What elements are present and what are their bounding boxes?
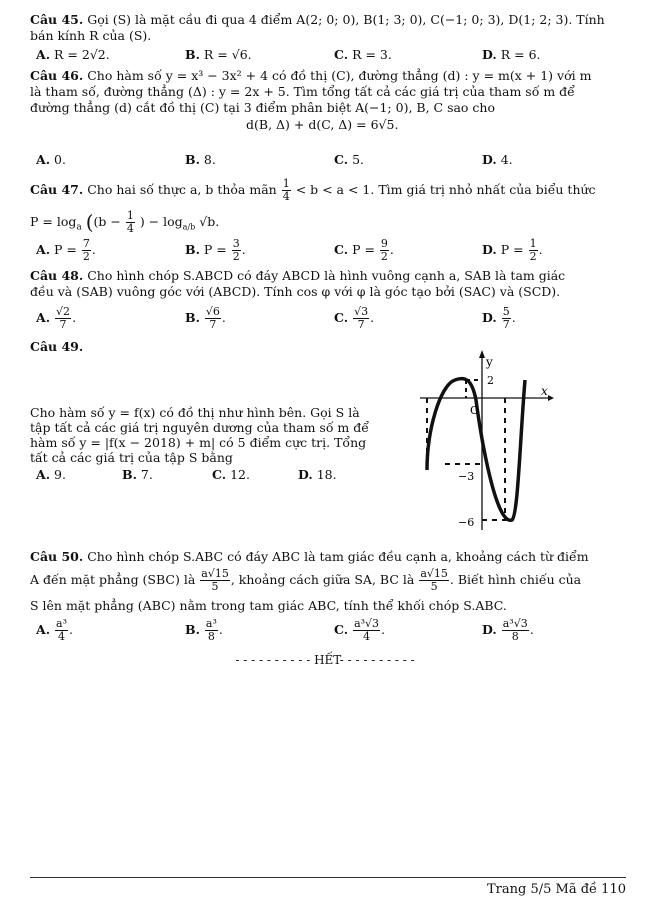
q47-option-b: B. P = $\frac{3}{2}$ . xyxy=(185,237,246,263)
tick-label-minus6: −6 xyxy=(458,516,475,529)
x-axis-arrow-icon xyxy=(548,395,554,401)
q45-option-c: C. R = 3. xyxy=(334,47,392,62)
q50-option-a: A. $\frac{\text{a³}}{4}$ . xyxy=(36,617,73,643)
q49-option-b: B. 7. xyxy=(122,467,153,482)
q50-fraction-1: $\frac{a√15}{5}$ xyxy=(201,567,229,593)
q48-option-d: D. $\frac{5}{7}$ . xyxy=(482,305,516,331)
q45-line2: bán kính R của (S). xyxy=(30,28,152,43)
q46-line1 xyxy=(30,68,591,83)
q49-line3: hàm số y = |f(x − 2018) + m| có 5 điểm cực trị. Tổng xyxy=(30,435,367,450)
q46-text1: Cho hàm số y = x³ − 3x² + 4 có đồ thị (C), đường thẳng (d) : y = m(x + 1) với m xyxy=(87,68,592,83)
q47-option-a: A. P = $\frac{7}{2}$ . xyxy=(36,237,96,263)
q50-line2: A đến mặt phẳng (SBC) là $\frac{a√15}{5}$ , khoảng cách giữa SA, BC là $\frac{a√15}{5}$ . Biết hình chiếu của xyxy=(30,567,582,593)
q47-number: Câu 47. xyxy=(30,182,84,197)
footer-divider xyxy=(30,877,626,878)
q49-option-d: D. 18. xyxy=(298,467,337,482)
q49-function-graph xyxy=(400,340,600,540)
y-axis-label: y xyxy=(486,355,493,369)
q48-number: Câu 48. xyxy=(30,268,84,283)
q47-fraction: $\frac{1}{4}$ xyxy=(282,177,290,203)
q46-line3: đường thẳng (d) cắt đồ thị (C) tại 3 điểm phân biệt A(−1; 0), B, C sao cho xyxy=(30,100,496,115)
q50-option-d: D. $\frac{\text{a³√3}}{8}$ . xyxy=(482,617,534,643)
q45-option-b: B. R = √6. xyxy=(185,47,252,62)
q46-formula: d(B, Δ) + d(C, Δ) = 6√5. xyxy=(246,117,399,132)
tick-label-2: 2 xyxy=(487,374,494,387)
q47-option-d: D. P = $\frac{1}{2}$ . xyxy=(482,237,543,263)
q50-line3: S lên mặt phẳng (ABC) nằm trong tam giác ABC, tính thể khối chóp S.ABC. xyxy=(30,598,507,613)
q46-option-d: D. 4. xyxy=(482,152,513,167)
q50-number: Câu 50. xyxy=(30,549,84,564)
q50-option-c: C. $\frac{\text{a³√3}}{4}$ . xyxy=(334,617,386,643)
q46-number: Câu 46. xyxy=(30,68,84,83)
page-footer: Trang 5/5 Mã đề 110 xyxy=(487,882,626,897)
q49-option-a: A. 9. xyxy=(36,467,66,482)
q49-option-c: C. 12. xyxy=(212,467,250,482)
q48-option-b: B. $\frac{√6}{7}$ . xyxy=(185,305,226,331)
q48-line1: Câu 48. Cho hình chóp S.ABCD có đáy ABCD là hình vuông cạnh a, SAB là tam giác xyxy=(30,268,566,283)
q45-option-d: D. R = 6. xyxy=(482,47,541,62)
q50-line1: Câu 50. Cho hình chóp S.ABC có đáy ABC là tam giác đều cạnh a, khoảng cách từ điểm xyxy=(30,549,589,564)
q49-line2: tập tất cả các giá trị nguyên dương của tham số m để xyxy=(30,420,369,435)
q50-option-b: B. $\frac{\text{a³}}{8}$ . xyxy=(185,617,223,643)
q46-option-c: C. 5. xyxy=(334,152,365,167)
q46-line2: là tham số, đường thẳng (Δ) : y = 2x + 5. Tìm tổng tất cả các giá trị của tham số m để xyxy=(30,84,575,99)
q48-line2: đều và (SAB) vuông góc với (ABCD). Tính cos φ với φ là góc tạo bởi (SAC) và (SCD). xyxy=(30,284,561,299)
origin-label: O xyxy=(470,404,480,417)
q47-option-c: C. P = $\frac{9}{2}$ . xyxy=(334,237,394,263)
q49-line1: Cho hàm số y = f(x) có đồ thị như hình bên. Gọi S là xyxy=(30,405,360,420)
q46-option-b: B. 8. xyxy=(185,152,216,167)
q47-line1: Câu 47. Cho hai số thực a, b thỏa mãn $\frac{1}{4}$ < b < a < 1. Tìm giá trị nhỏ nhất của biểu thức xyxy=(30,177,596,203)
q46-option-a: A. 0. xyxy=(36,152,66,167)
q50-fraction-2: $\frac{a√15}{5}$ xyxy=(420,567,448,593)
function-curve xyxy=(427,379,525,521)
end-marker: - - - - - - - - - - HẾT- - - - - - - - - - xyxy=(235,653,415,667)
q45-number: Câu 45. xyxy=(30,12,84,27)
q48-option-a: A. $\frac{√2}{7}$ . xyxy=(36,305,77,331)
q49-number: Câu 49. xyxy=(30,339,84,354)
tick-label-minus3: −3 xyxy=(458,470,475,483)
q45-line1 xyxy=(30,12,605,27)
q48-option-c: C. $\frac{√3}{7}$ . xyxy=(334,305,375,331)
q49-line4: tất cả các giá trị của tập S bằng xyxy=(30,450,233,465)
x-axis-label: x xyxy=(541,384,548,398)
q45-option-a: A. R = 2√2. xyxy=(36,47,110,62)
y-axis-arrow-icon xyxy=(479,350,485,358)
q45-text1: Gọi (S) là mặt cầu đi qua 4 điểm A(2; 0; 0), B(1; 3; 0), C(−1; 0; 3), D(1; 2; 3). Tính xyxy=(87,12,605,27)
q47-formula: $P = \log_a ((b$ − $\frac{1}{4}$ ) − $\log_{a/b} √b$. xyxy=(30,209,220,235)
